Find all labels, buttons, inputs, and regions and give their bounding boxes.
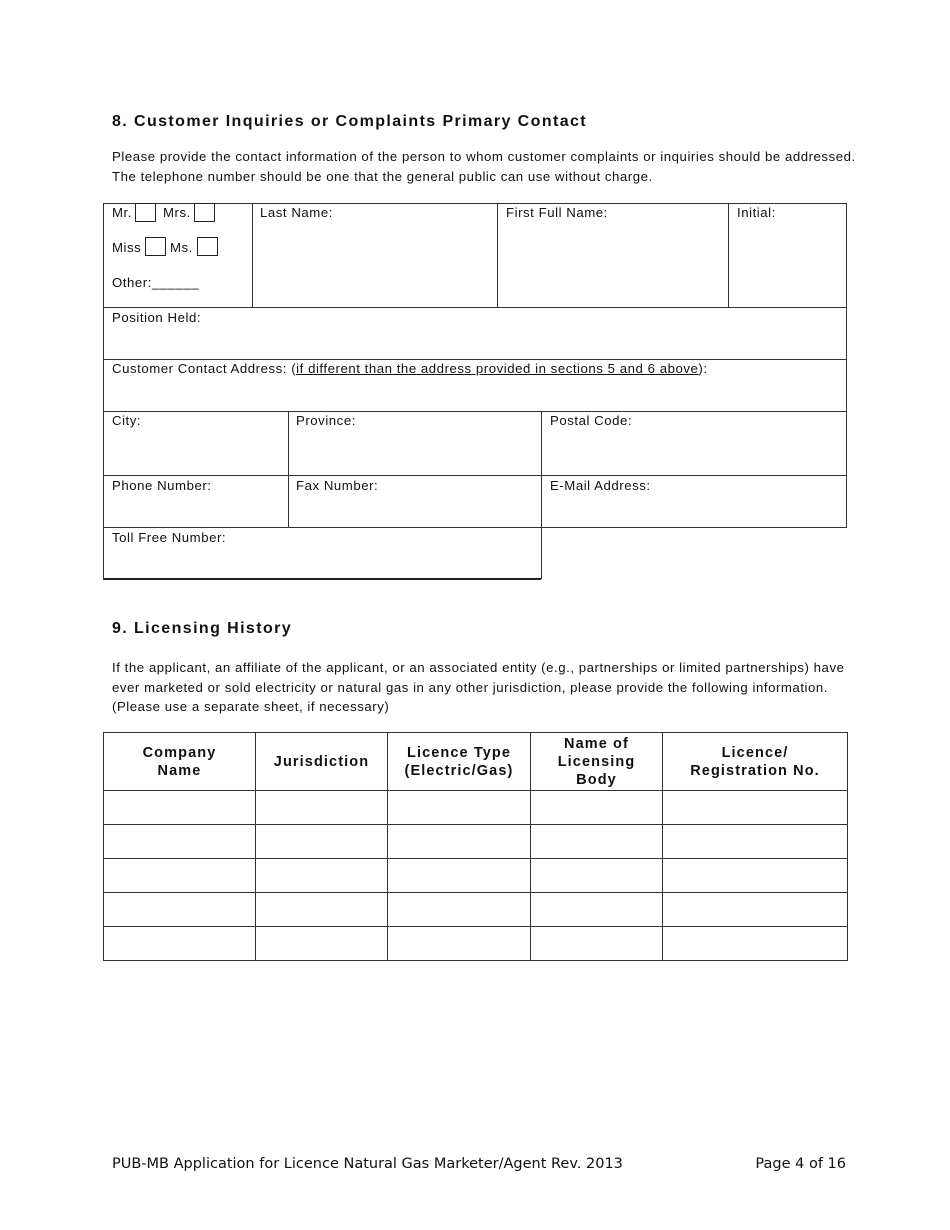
table-cell[interactable] [104,791,256,825]
phone-number-field[interactable]: Phone Number: [112,478,212,493]
table-cell[interactable] [388,825,531,859]
position-held-field[interactable]: Position Held: [112,310,202,325]
table-cell[interactable] [104,859,256,893]
salutation-miss-label: Miss [112,240,142,255]
col-header-licensing-body: Name of Licensing Body [531,733,663,791]
table-row [104,791,848,825]
table-row [104,859,848,893]
footer-document-title: PUB-MB Application for Licence Natural Gas Marketer/Agent Rev. 2013 [112,1156,623,1172]
table-cell[interactable] [104,825,256,859]
province-field[interactable]: Province: [296,413,356,428]
table-cell[interactable] [663,893,848,927]
col-header-registration-no: Licence/ Registration No. [663,733,848,791]
salutation-mrs-label: Mrs. [163,205,191,220]
table-cell[interactable] [663,825,848,859]
col-header-jurisdiction: Jurisdiction [256,733,388,791]
city-field[interactable]: City: [112,413,142,428]
address-label-end: ): [698,361,708,376]
table-cell[interactable] [531,927,663,961]
table-cell[interactable] [663,927,848,961]
salutation-ms-label: Ms. [170,240,193,255]
section-8-intro: Please provide the contact information of the person to whom customer complaints or inquiries should be addressed. The telephone number should be one that the general public can use without charge. [112,149,856,184]
salutation-miss-checkbox[interactable] [145,237,166,256]
table-row [104,893,848,927]
table-cell[interactable] [663,791,848,825]
licensing-history-table [103,732,848,961]
table-row [104,825,848,859]
table-cell[interactable] [531,859,663,893]
salutation-mr-checkbox[interactable] [135,203,156,222]
col-header-company-name: Company Name [104,733,256,791]
address-label: Customer Contact Address: ( [112,361,297,376]
table-cell[interactable] [256,791,388,825]
table-cell[interactable] [104,927,256,961]
table-cell[interactable] [256,893,388,927]
table-cell[interactable] [531,825,663,859]
salutation-other-field[interactable]: Other:______ [112,275,200,290]
table-cell[interactable] [388,791,531,825]
footer-page-number: Page 4 of 16 [755,1156,846,1172]
salutation-ms-checkbox[interactable] [197,237,218,256]
table-cell[interactable] [531,791,663,825]
salutation-mrs-checkbox[interactable] [194,203,215,222]
postal-code-field[interactable]: Postal Code: [550,413,633,428]
col-header-licence-type: Licence Type (Electric/Gas) [388,733,531,791]
section-8-heading: 8. Customer Inquiries or Complaints Primary Contact [112,113,588,130]
customer-contact-address-field[interactable] [112,361,708,376]
table-cell[interactable] [104,893,256,927]
section-9-heading: 9. Licensing History [112,620,293,637]
table-cell[interactable] [388,927,531,961]
address-note: if different than the address provided in sections 5 and 6 above [296,361,699,376]
salutation-mr-label: Mr. [112,205,132,220]
toll-free-number-field[interactable]: Toll Free Number: [112,530,227,545]
email-address-field[interactable]: E-Mail Address: [550,478,651,493]
initial-field[interactable]: Initial: [737,205,776,220]
table-row [104,927,848,961]
first-full-name-field[interactable]: First Full Name: [506,205,608,220]
table-cell[interactable] [531,893,663,927]
fax-number-field[interactable]: Fax Number: [296,478,379,493]
table-cell[interactable] [256,825,388,859]
table-cell[interactable] [256,859,388,893]
last-name-field[interactable]: Last Name: [260,205,333,220]
table-cell[interactable] [388,893,531,927]
table-cell[interactable] [388,859,531,893]
table-cell[interactable] [256,927,388,961]
table-cell[interactable] [663,859,848,893]
section-9-intro: If the applicant, an affiliate of the applicant, or an associated entity (e.g., partnerships or limited partnerships) have ever marketed or sold electricity or natural gas in any other jurisdiction, please provide the following information. (Please use a separate sheet, if necessary) [112,660,845,714]
